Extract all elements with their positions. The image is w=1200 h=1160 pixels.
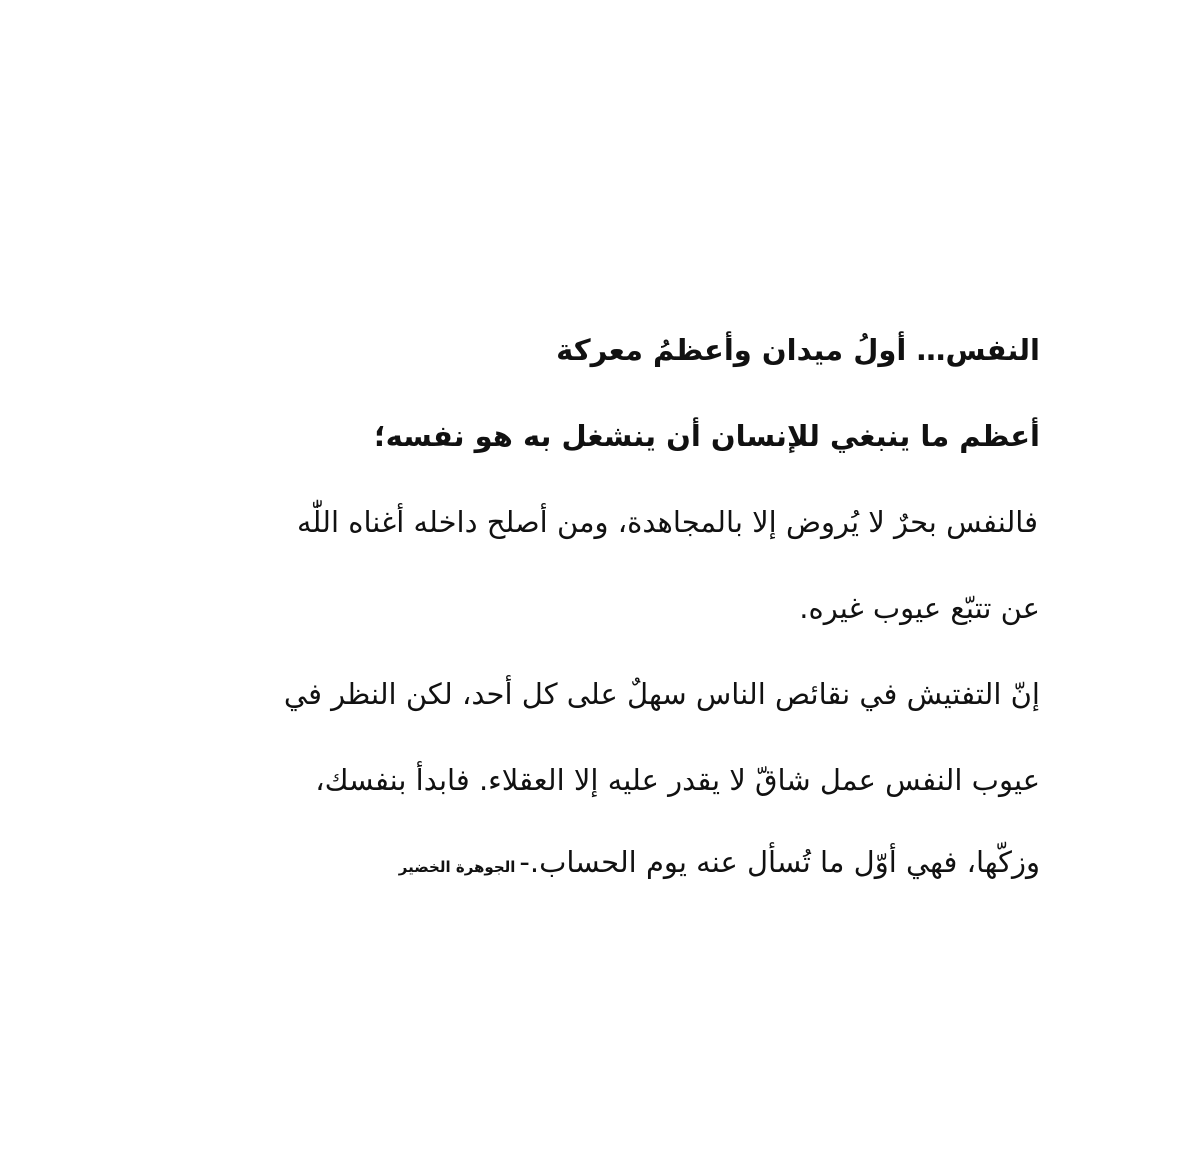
- page-title: النفس… أولُ ميدان وأعظمُ معركة: [556, 333, 1040, 367]
- body-line-4: عيوب النفس عمل شاقّ لا يقدر عليه إلا العقلاء. فابدأ بنفسك،: [315, 763, 1040, 797]
- body-line-5: [398, 845, 1040, 879]
- body-line-1: فالنفس بحرٌ لا يُروض إلا بالمجاهدة، ومن أصلح داخله أغناه اللّٰه: [296, 505, 1038, 539]
- page-subtitle: أعظم ما ينبغي للإنسان أن ينشغل به هو نفسه؛: [374, 419, 1040, 453]
- body-line-5-text: وزكّها، فهي أوّل ما تُسأل عنه يوم الحساب.-: [519, 845, 1040, 879]
- body-line-2: عن تتبّع عيوب غيره.: [799, 591, 1040, 625]
- body-line-3: إنّ التفتيش في نقائص الناس سهلٌ على كل أحد، لكن النظر في: [283, 677, 1040, 711]
- author-signature: الجوهرة الخضير: [398, 858, 516, 876]
